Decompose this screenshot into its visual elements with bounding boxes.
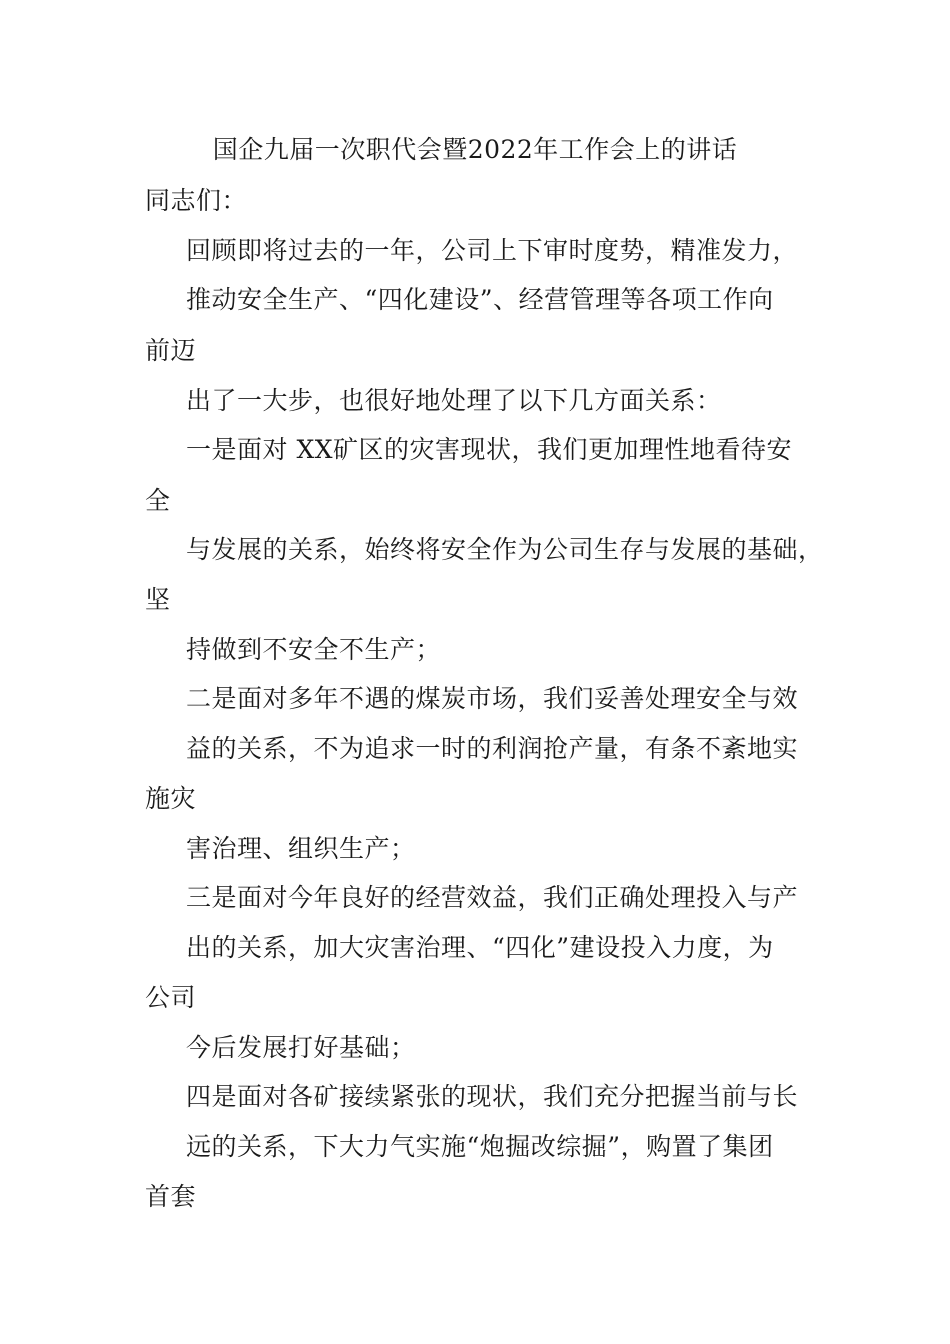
paragraph-line: 害治理、组织生产； [186, 834, 416, 863]
paragraph-line: 持做到不安全不生产； [186, 635, 442, 664]
paragraph-line: 施灾 [145, 784, 197, 813]
paragraph-line: 出的关系，加大灾害治理、“四化”建设投入力度，为 [186, 933, 774, 962]
paragraph-line: 出了一大步，也很好地处理了以下几方面关系： [186, 386, 722, 415]
paragraph-line: 前迈 [145, 336, 197, 365]
document-title: 国企九届一次职代会暨2022年工作会上的讲话 [212, 135, 738, 164]
paragraph-line: 三是面对今年良好的经营效益，我们正确处理投入与产 [186, 883, 799, 912]
paragraph-line: 益的关系，不为追求一时的利润抢产量，有条不紊地实 [186, 734, 799, 763]
paragraph-line: 首套 [145, 1182, 197, 1211]
paragraph-line: 全 [145, 486, 171, 515]
paragraph-line: 公司 [145, 983, 197, 1012]
paragraph-line: 回顾即将过去的一年，公司上下审时度势，精准发力， [186, 236, 799, 265]
paragraph-line: 一是面对 XX矿区的灾害现状，我们更加理性地看待安 [186, 435, 793, 464]
paragraph-line: 今后发展打好基础； [186, 1033, 416, 1062]
paragraph-line: 推动安全生产、“四化建设”、经营管理等各项工作向 [186, 285, 774, 314]
paragraph-line: 与发展的关系，始终将安全作为公司生存与发展的基础， [186, 535, 824, 564]
paragraph-line: 四是面对各矿接续紧张的现状，我们充分把握当前与长 [186, 1082, 799, 1111]
paragraph-line: 二是面对多年不遇的煤炭市场，我们妥善处理安全与效 [186, 684, 799, 713]
salutation: 同志们： [145, 186, 248, 215]
paragraph-line: 坚 [145, 585, 171, 614]
paragraph-line: 远的关系，下大力气实施“炮掘改综掘”，购置了集团 [186, 1132, 774, 1161]
